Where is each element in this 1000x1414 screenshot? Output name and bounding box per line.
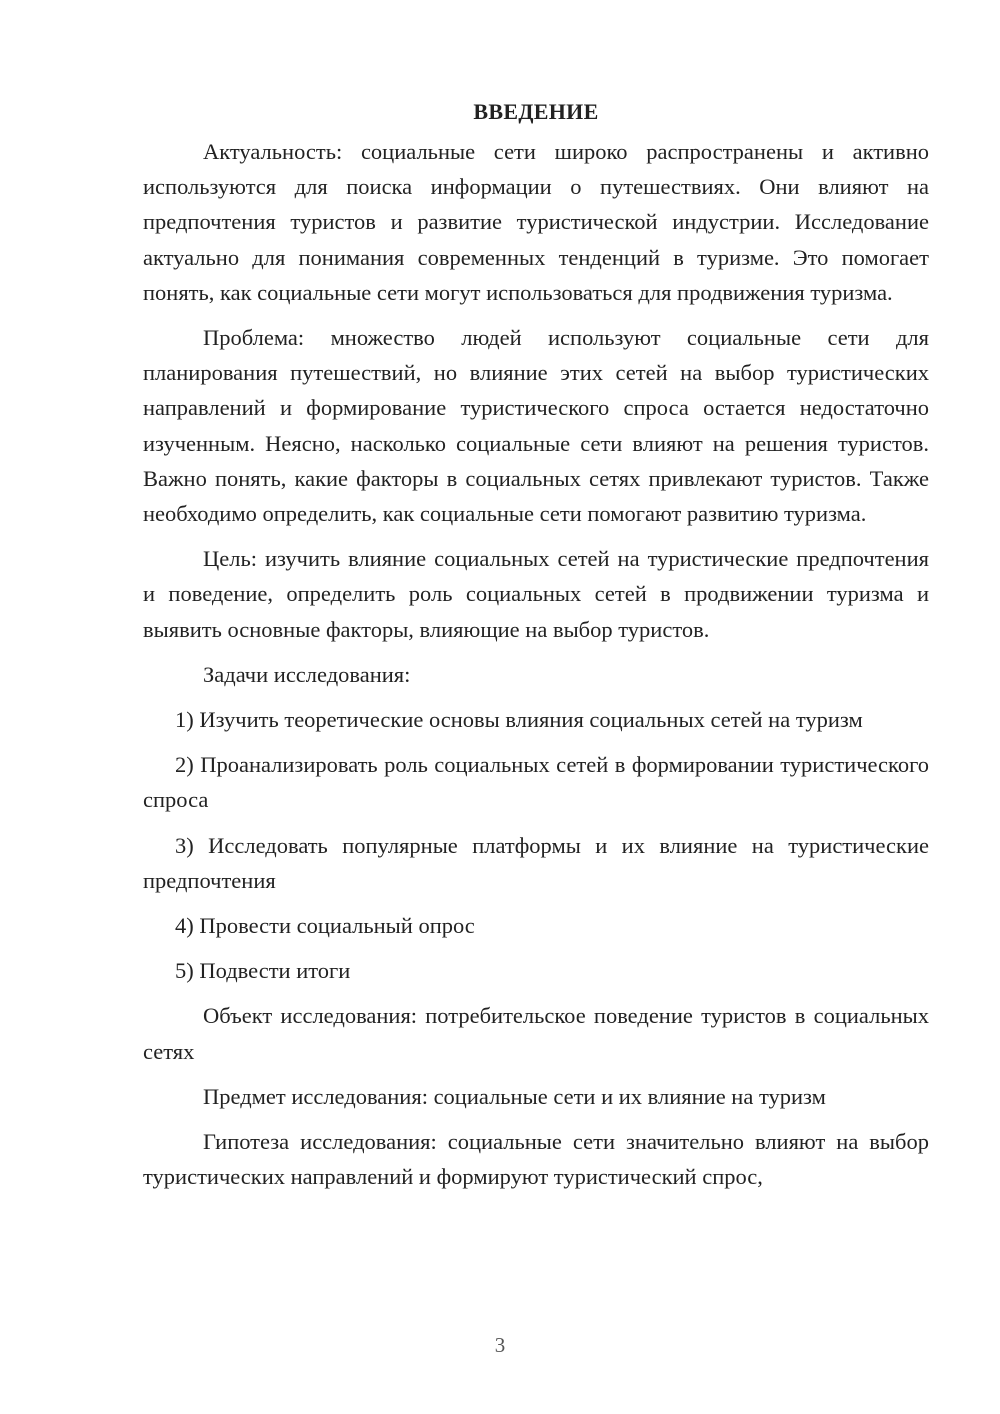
section-heading: ВВЕДЕНИЕ [473,99,599,124]
problem-paragraph: Проблема: множество людей используют социальные сети для планирования путешествий, но влияние этих сетей на выбор туристических направлений и формирование туристического спроса остается недостаточно изученным. Неясно, насколько социальные сети влияют на решения туристов. Важно понять, какие факторы в социальных сетях привлекают туристов. Также необходимо определить, как социальные сети помогают развитию туризма. [143,325,929,527]
task-item: 2) Проанализировать роль социальных сетей в формировании туристического спроса [143,752,929,813]
relevance-paragraph: Актуальность: социальные сети широко распространены и активно используются для поиска информации о путешествиях. Они влияют на предпочтения туристов и развитие туристической индустрии. Исследование актуально для понимания современных тенденций в туризме. Это помогает понять, как социальные сети могут использоваться для продвижения туризма. [143,139,929,305]
goal-paragraph: Цель: изучить влияние социальных сетей на туристические предпочтения и поведение, определить роль социальных сетей в продвижении туризма и выявить основные факторы, влияющие на выбор туристов. [143,546,929,642]
object-paragraph: Объект исследования: потребительское поведение туристов в социальных сетях [143,1003,929,1064]
subject-paragraph: Предмет исследования: социальные сети и их влияние на туризм [203,1083,826,1109]
task-item: 5) Подвести итоги [175,958,351,984]
task-item: 3) Исследовать популярные платформы и их влияние на туристические предпочтения [143,832,929,893]
tasks-title: Задачи исследования: [203,661,411,687]
page-number: 3 [494,1333,506,1357]
hypothesis-paragraph: Гипотеза исследования: социальные сети значительно влияют на выбор туристических направлений и формируют туристический спрос, [143,1129,929,1190]
task-item: 1) Изучить теоретические основы влияния социальных сетей на туризм [175,707,863,733]
task-item: 4) Провести социальный опрос [175,913,475,939]
page-content [143,94,929,1204]
